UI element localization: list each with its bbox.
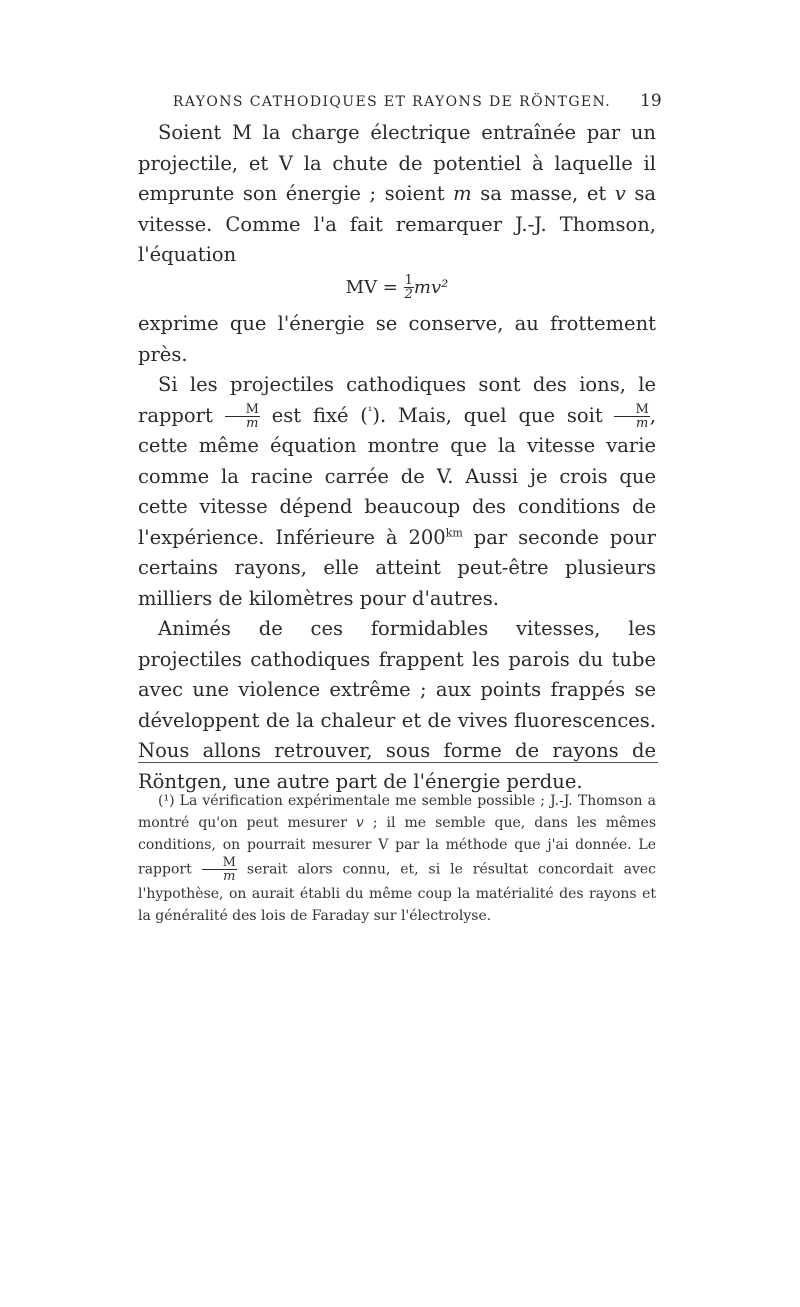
- text-run: La vérification expérimentale me semble possible ; J.-J. Thomson a montré qu'on peut mesurer: [138, 793, 656, 831]
- fraction-denominator: m: [635, 415, 649, 431]
- fraction-numerator: M: [614, 403, 649, 417]
- equation-left: MV =: [345, 276, 404, 298]
- text-run: est fixé (: [259, 403, 368, 427]
- fraction-M-m: [202, 856, 237, 883]
- paragraph-3: [138, 370, 656, 614]
- fraction-half: [404, 274, 414, 301]
- paragraph-2: exprime que l'énergie se conserve, au frottement près.: [138, 312, 656, 366]
- text-run: ; il me semble que, dans les mêmes conditions, on pourrait mesurer V par la méthode que j'ai donnée. Le rapport: [138, 815, 657, 878]
- equation: [138, 273, 656, 304]
- text-run: ). Mais, quel que soit: [372, 403, 615, 427]
- footnote: [138, 790, 656, 927]
- fraction-denominator: m: [246, 415, 259, 431]
- fraction-M-m: [225, 403, 260, 430]
- text-run: Si les projectiles cathodiques sont des ions, le rapport: [138, 373, 656, 427]
- page-number: 19: [640, 91, 662, 111]
- main-text: [138, 118, 656, 797]
- fraction-denominator: 2: [404, 287, 413, 302]
- unit-km: km: [445, 526, 463, 539]
- footnote-divider: [138, 762, 658, 763]
- fraction-numerator: M: [225, 403, 260, 417]
- text-run: , cette même équation montre que la vitesse varie comme la racine carrée de V. Aussi je crois que cette vitesse dépend beaucoup des conditions de l'expérience. Inférieure à 200: [138, 403, 656, 549]
- fraction-numerator: 1: [404, 273, 413, 288]
- text-run: Soient M la charge électrique entraînée par un projectile, et V la chute de potentiel à laquelle il emprunte son énergie ; soient: [138, 121, 656, 205]
- paragraph-1: [138, 118, 656, 271]
- equation-right: mv²: [413, 276, 449, 298]
- var-v: v: [614, 182, 626, 205]
- text-run: sa masse, et: [471, 182, 615, 205]
- footnote-ref[interactable]: ¹: [367, 404, 373, 417]
- running-title: RAYONS CATHODIQUES ET RAYONS DE RÖNTGEN.: [172, 94, 612, 110]
- paragraph-4: Animés de ces formidables vitesses, les projectiles cathodiques frappent les parois du tube avec une violence extrême ; aux points frappés se développent de la chaleur et de vives fluorescences. Nous allons retrouver, sous forme de rayons de Röntgen, une autre part de l'énergie perdue.: [138, 617, 656, 793]
- text-run: par seconde pour certains rayons, elle atteint peut-être plusieurs milliers de kilomètres pour d'autres.: [138, 525, 657, 610]
- var-m: m: [453, 182, 472, 205]
- fraction-denominator: m: [223, 869, 236, 884]
- text-run: serait alors connu, et, si le résultat concordait avec l'hypothèse, on aurait établi du même coup la matérialité des rayons et la généralité des lois de Faraday sur l'électrolyse.: [138, 861, 656, 924]
- footnote-1: [138, 790, 656, 927]
- footnote-mark: (¹): [158, 793, 175, 809]
- fraction-M-m: [614, 403, 649, 430]
- text-run: sa vitesse. Comme l'a fait remarquer J.-J. Thomson, l'équation: [138, 182, 656, 266]
- var-v: v: [355, 815, 364, 831]
- fraction-numerator: M: [202, 856, 237, 870]
